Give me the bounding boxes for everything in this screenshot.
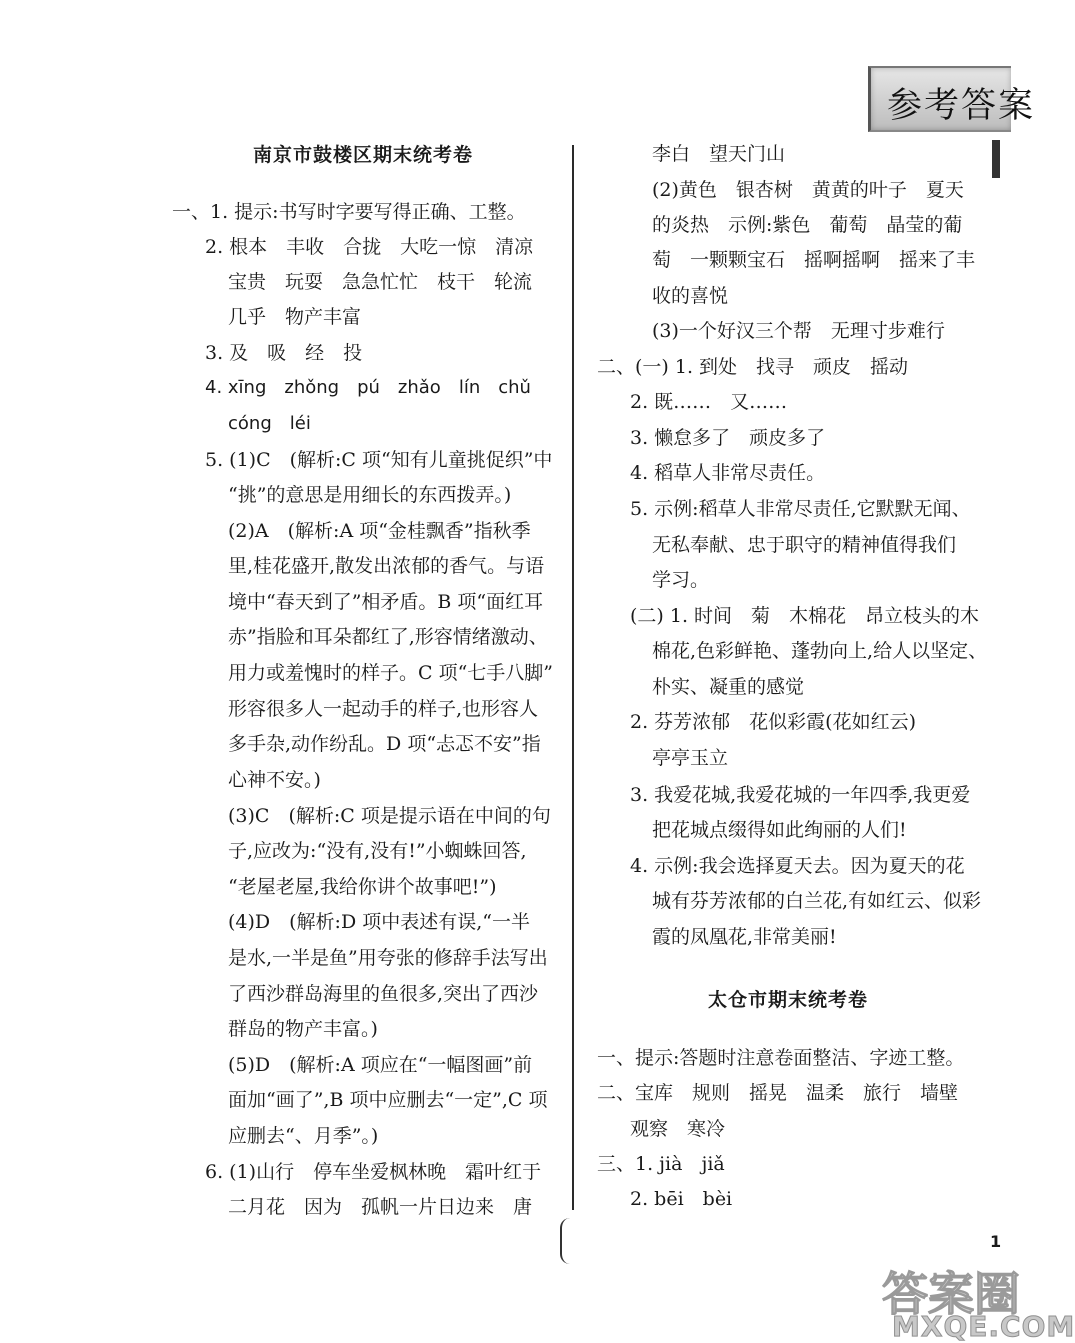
left-line: (3)C (解析:C 项是提示语在中间的句 — [228, 805, 551, 827]
left-line: 赤”指脸和耳朵都红了,形容情绪激动、 — [228, 626, 548, 648]
right-line: 二、宝库 规则 摇晃 温柔 旅行 墙壁 — [597, 1082, 959, 1104]
right-line: 收的喜悦 — [652, 285, 729, 307]
left-line: 应删去“、月季”。) — [228, 1125, 379, 1147]
right-line: 的炎热 示例:紫色 葡萄 晶莹的葡 — [652, 214, 963, 236]
left-line: 是水,一半是鱼”用夸张的修辞手法写出 — [228, 947, 548, 969]
right-line: 一、提示:答题时注意卷面整洁、字迹工整。 — [597, 1047, 965, 1069]
left-line: 2. 根本 丰收 合拢 大吃一惊 清凉 — [205, 236, 534, 258]
right-line: 霞的凤凰花,非常美丽! — [652, 926, 837, 948]
left-line: 几乎 物产丰富 — [228, 306, 362, 328]
left-line: 群岛的物产丰富。) — [228, 1018, 378, 1040]
watermark-logo — [878, 1258, 1075, 1343]
left-line: 4. xīng zhǒng pú zhǎo lín chǔ — [205, 377, 531, 398]
page-number: 1 — [990, 1232, 1002, 1251]
right-line: (3)一个好汉三个帮 无理寸步难行 — [652, 320, 945, 342]
left-line: 用力或羞愧时的样子。C 项“七手八脚” — [228, 662, 554, 684]
right-line: 无私奉献、忠于职守的精神值得我们 — [652, 534, 957, 556]
right-line: (2)黄色 银杏树 黄黄的叶子 夏天 — [652, 179, 964, 201]
right-line: 3. 懒怠多了 顽皮多了 — [630, 427, 826, 449]
left-line: 宝贵 玩耍 急急忙忙 枝干 轮流 — [228, 271, 533, 293]
right-line: 把花城点缀得如此绚丽的人们! — [652, 819, 907, 841]
right-line: 3. 我爱花城,我爱花城的一年四季,我更爱 — [630, 784, 971, 806]
watermark-text: 答案圈 — [882, 1267, 1020, 1321]
left-line: 多手杂,动作纷乱。D 项“忐忑不安”指 — [228, 733, 541, 755]
right-line: 4. 示例:我会选择夏天去。因为夏天的花 — [630, 855, 965, 877]
left-line: 形容很多人一起动手的样子,也形容人 — [228, 698, 539, 720]
right-line: 二、(一) 1. 到处 找寻 顽皮 摇动 — [597, 356, 909, 378]
right-line: 学习。 — [652, 569, 710, 591]
right-line: 朴实、凝重的感觉 — [652, 676, 805, 698]
left-line: 5. (1)C (解析:C 项“知有儿童挑促织”中 — [205, 449, 553, 471]
left-line: (4)D (解析:D 项中表述有误,“一半 — [228, 911, 530, 933]
binding-mark — [560, 1218, 574, 1264]
page-edge-mark — [992, 140, 1000, 178]
left-line: (2)A (解析:A 项“金桂飘香”指秋季 — [228, 520, 531, 542]
answer-key-tab-label: 参考答案 — [887, 86, 1036, 126]
right-line: 2. 芬芳浓郁 花似彩霞(花如红云) — [630, 711, 916, 733]
answer-key-tab — [868, 66, 1036, 132]
right-line: 观察 寒冷 — [630, 1118, 726, 1140]
right-line: 5. 示例:稻草人非常尽责任,它默默无闻、 — [630, 498, 971, 520]
watermark-url: MXQE.COM — [892, 1310, 1075, 1343]
left-line: 子,应改为:“没有,没有!”小蜘蛛回答, — [228, 840, 527, 862]
left-line: cóng léi — [228, 413, 311, 434]
right-line: (二) 1. 时间 菊 木棉花 昂立枝头的木 — [630, 605, 980, 627]
left-line: 3. 及 吸 经 投 — [205, 342, 363, 364]
left-line: 6. (1)山行 停车坐爱枫林晚 霜叶红于 — [205, 1161, 542, 1183]
left-line: 境中“春天到了”相矛盾。B 项“面红耳 — [228, 591, 544, 613]
right-line: 2. bēi bèi — [630, 1188, 733, 1210]
left-line: 心神不安。) — [228, 769, 321, 791]
left-line: 一、1. 提示:书写时字要写得正确、工整。 — [172, 201, 526, 223]
left-section-title: 南京市鼓楼区期末统考卷 — [253, 144, 474, 166]
left-line: 里,桂花盛开,散发出浓郁的香气。与语 — [228, 555, 545, 577]
right-line: 2. 既…… 又…… — [630, 391, 788, 413]
left-line: “老屋老屋,我给你讲个故事吧!”) — [228, 876, 497, 898]
right-line: 李白 望天门山 — [652, 143, 786, 165]
left-line: 二月花 因为 孤帆一片日边来 唐 — [228, 1196, 533, 1218]
right-line: 城有芬芳浓郁的白兰花,有如红云、似彩 — [652, 890, 982, 912]
left-line: 面加“画了”,B 项中应删去“一定”,C 项 — [228, 1089, 548, 1111]
right-line: 4. 稻草人非常尽责任。 — [630, 462, 826, 484]
left-line: 了西沙群岛海里的鱼很多,突出了西沙 — [228, 983, 539, 1005]
column-divider — [572, 145, 574, 1210]
left-line: (5)D (解析:A 项应在“一幅图画”前 — [228, 1054, 533, 1076]
right-line: 三、1. jià jiǎ — [597, 1153, 725, 1175]
left-line: “挑”的意思是用细长的东西拨弄。) — [228, 484, 512, 506]
right-line: 亭亭玉立 — [652, 747, 729, 769]
right-line: 萄 一颗颗宝石 摇啊摇啊 摇来了丰 — [652, 249, 976, 271]
right-section-title: 太仓市期末统考卷 — [708, 989, 869, 1011]
right-line: 棉花,色彩鲜艳、蓬勃向上,给人以坚定、 — [652, 640, 988, 662]
